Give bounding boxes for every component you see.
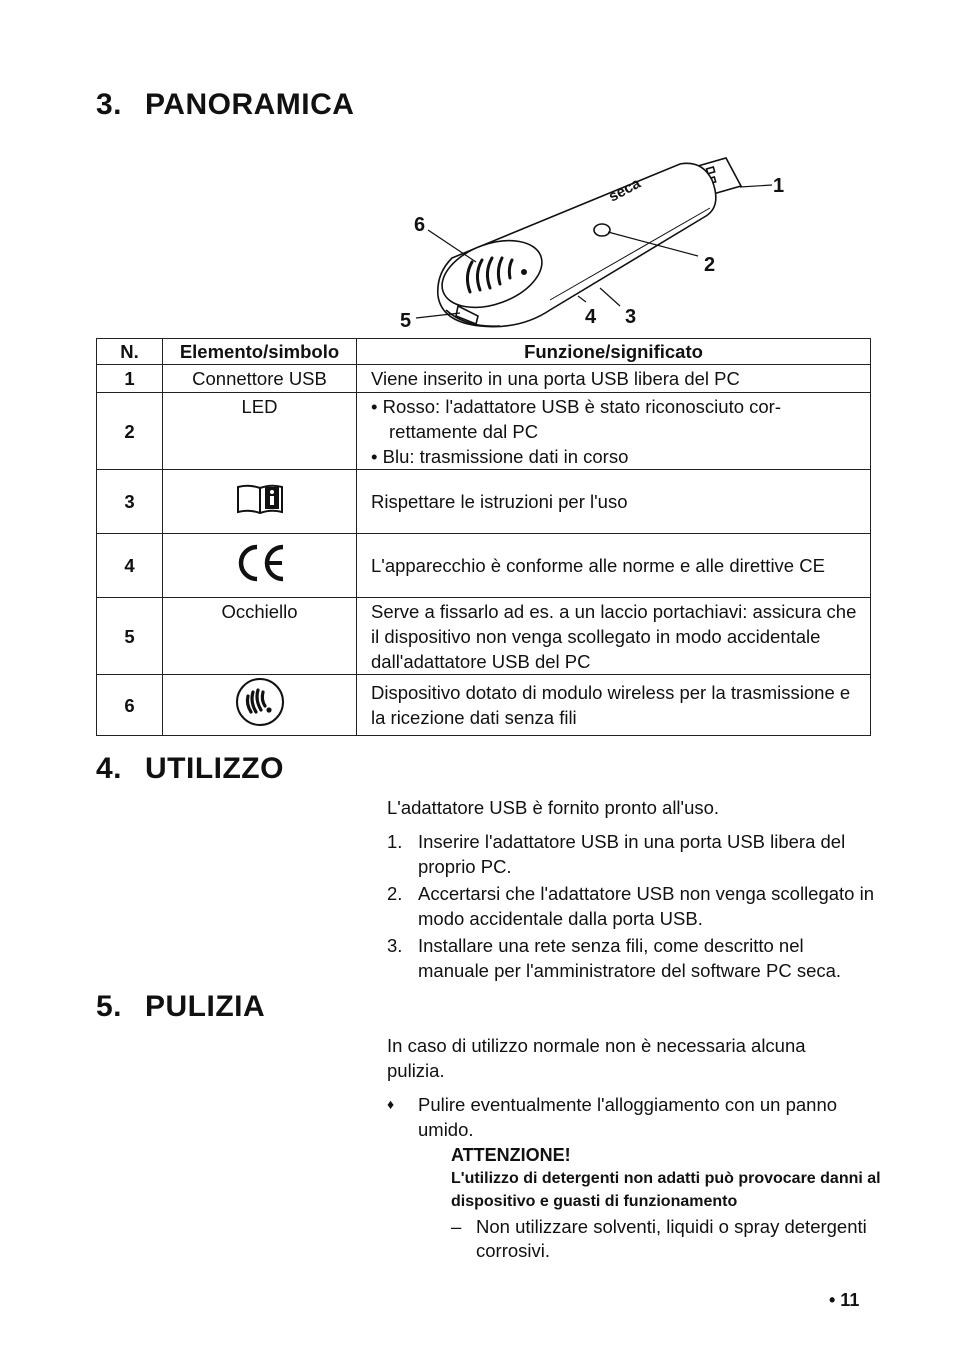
row-element: Occhiello — [163, 598, 357, 675]
list-item — [387, 881, 877, 931]
usb-adapter-drawing — [380, 150, 800, 340]
list-item — [387, 933, 877, 983]
row-number: 4 — [97, 534, 163, 598]
row-number: 2 — [97, 393, 163, 470]
section-heading-panoramica — [96, 88, 354, 122]
list-item — [387, 829, 877, 879]
led-drawing — [594, 224, 610, 236]
row-number: 5 — [97, 598, 163, 675]
row-function: L'apparecchio è conforme alle norme e alle direttive CE — [357, 534, 871, 598]
row-function: Rispettare le istruzioni per l'uso — [357, 470, 871, 534]
row-element: Connettore USB — [163, 365, 357, 393]
warning-item — [451, 1215, 881, 1263]
row-element: LED — [163, 393, 357, 470]
table-row — [97, 470, 871, 534]
instructions-book-icon — [236, 482, 284, 516]
section-title: PANORAMICA — [145, 88, 355, 121]
step-number: 1. — [387, 831, 403, 852]
callout-4-label: 4 — [585, 306, 597, 328]
pulizia-intro: In caso di utilizzo normale non è necessaria alcuna pulizia. — [387, 1035, 806, 1081]
table-row — [97, 675, 871, 736]
row-function: Serve a fissarlo ad es. a un laccio portachiavi: assicura che il dispositivo non venga scollegato in modo accidentale dall'adattatore USB del PC — [357, 598, 871, 675]
section-heading-utilizzo — [96, 752, 284, 786]
overview-table — [96, 338, 871, 736]
diamond-bullet-icon: ♦ — [387, 1096, 395, 1112]
callout-2-label: 2 — [704, 254, 716, 276]
section-number: 4. — [96, 752, 123, 785]
section-title: PULIZIA — [145, 990, 266, 1023]
utilizzo-intro: L'adattatore USB è fornito pronto all'uso. — [387, 797, 720, 818]
led-blue-item: • Blu: trasmissione dati in corso — [371, 445, 629, 467]
row-symbol — [163, 675, 357, 736]
section-number: 5. — [96, 990, 123, 1023]
step-number: 2. — [387, 883, 403, 904]
wireless-dot-shape — [521, 269, 527, 275]
section-number: 3. — [96, 88, 123, 121]
table-header-row — [97, 339, 871, 365]
warning-title: ATTENZIONE! — [451, 1145, 571, 1165]
usb-adapter-figure — [380, 150, 800, 340]
callout-1-label: 1 — [773, 175, 785, 197]
callout-5-label: 5 — [400, 310, 412, 332]
warning-item-text: Non utilizzare solventi, liquidi o spray detergenti corrosivi. — [476, 1216, 867, 1261]
callout-3-label: 3 — [625, 306, 637, 328]
header-function: Funzione/significato — [357, 339, 871, 365]
row-function: Viene inserito in una porta USB libera del PC — [357, 365, 871, 393]
action-text: Pulire eventualmente l'alloggiamento con un panno umido. — [418, 1094, 838, 1140]
table-row — [97, 534, 871, 598]
step-text: Inserire l'adattatore USB in una porta USB libera del proprio PC. — [418, 831, 846, 877]
table-row — [97, 393, 871, 470]
pulizia-action — [387, 1092, 877, 1142]
section-heading-pulizia — [96, 990, 265, 1024]
section-title: UTILIZZO — [145, 752, 284, 785]
callout-6-label: 6 — [414, 214, 426, 236]
warning-box — [451, 1143, 881, 1263]
warning-subtitle: L'utilizzo di detergenti non adatti può provocare danni al dispositivo e guasti di funzionamento — [451, 1170, 881, 1210]
led-red-item: • Rosso: l'adattatore USB è stato riconosciuto cor-rettamente dal PC — [371, 395, 781, 442]
row-number: 1 — [97, 365, 163, 393]
table-row — [97, 598, 871, 675]
row-function: Dispositivo dotato di modulo wireless per la trasmissione e la ricezione dati senza fili — [357, 675, 871, 736]
step-text: Installare una rete senza fili, come descritto nel manuale per l'amministratore del software PC seca. — [418, 935, 842, 981]
page-number: • 11 — [829, 1290, 860, 1310]
utilizzo-steps — [387, 829, 877, 985]
dash-bullet: – — [451, 1216, 462, 1237]
wireless-icon — [234, 676, 286, 728]
row-symbol — [163, 534, 357, 598]
row-number: 6 — [97, 675, 163, 736]
row-number: 3 — [97, 470, 163, 534]
row-function — [357, 393, 871, 470]
step-text: Accertarsi che l'adattatore USB non venga scollegato in modo accidentale dalla porta USB. — [418, 883, 875, 929]
table-row — [97, 365, 871, 393]
brand-label: seca — [605, 174, 644, 206]
ce-mark-icon — [233, 543, 287, 583]
step-number: 3. — [387, 935, 403, 956]
header-number: N. — [97, 339, 163, 365]
header-element: Elemento/simbolo — [163, 339, 357, 365]
row-symbol — [163, 470, 357, 534]
